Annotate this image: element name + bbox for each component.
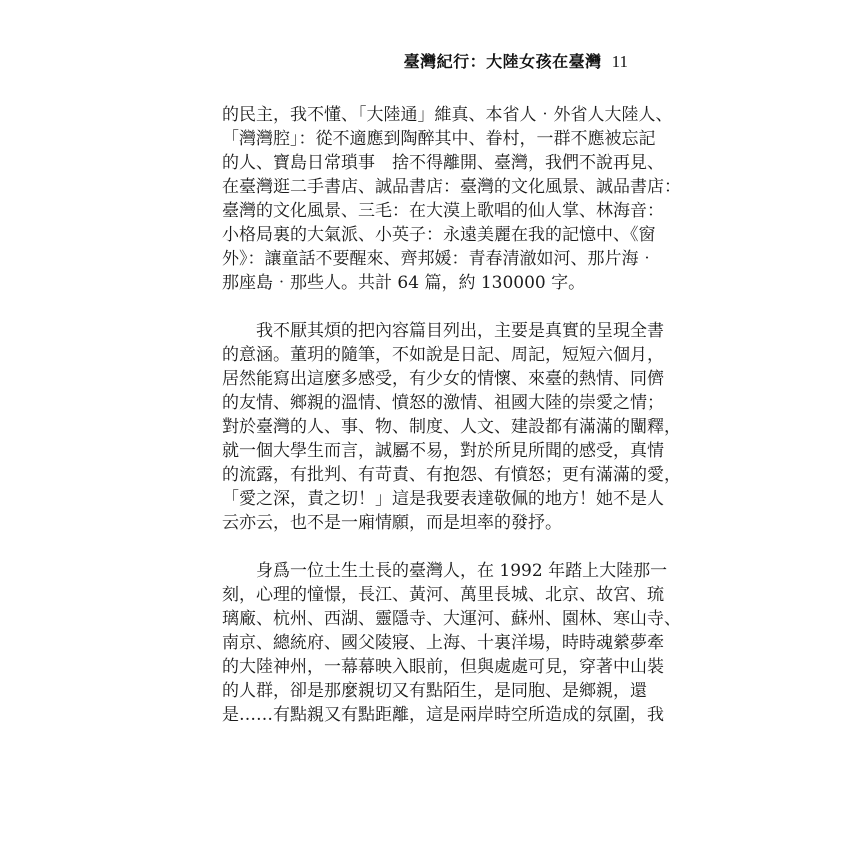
- text-line: 外》：讓童話不要醒來、齊邦媛：青春清澈如河、那片海‧: [222, 249, 656, 269]
- body-text: [222, 103, 681, 751]
- text-line: 臺灣的文化風景、三毛：在大漠上歌唱的仙人掌、林海音：: [222, 201, 664, 221]
- text-line: 南京、總統府、國父陵寢、上海、十裏洋場，時時魂縈夢牽: [222, 633, 664, 653]
- text-line: 居然能寫出這麼多感受，有少女的情懷、來臺的熱情、同儕: [222, 369, 664, 389]
- text-line: 我不厭其煩的把內容篇目列出，主要是真實的呈現全書: [222, 321, 664, 341]
- text-line: 的流露，有批判、有苛責、有抱怨、有憤怒；更有滿滿的愛，: [222, 465, 681, 485]
- running-head: [222, 52, 628, 72]
- text-line: 的大陸神州，一幕幕映入眼前，但與處處可見，穿著中山裝: [222, 657, 664, 677]
- text-line: 的意涵。董玥的隨筆，不如說是日記、周記，短短六個月，: [222, 345, 664, 365]
- text-line: 身爲一位土生土長的臺灣人，在 1992 年踏上大陸那一: [222, 561, 668, 581]
- text-line: 的友情、鄉親的溫情、憤怒的激情、祖國大陸的崇愛之情；: [222, 393, 664, 413]
- page-number: 11: [611, 52, 628, 71]
- paragraph-3: [222, 559, 681, 727]
- text-line: 「愛之深，責之切！」這是我要表達敬佩的地方！她不是人: [222, 489, 664, 509]
- text-line: 那座島‧那些人。共計 64 篇，約 130000 字。: [222, 273, 586, 293]
- text-line: 在臺灣逛二手書店、誠品書店：臺灣的文化風景、誠品書店：: [222, 177, 681, 197]
- text-line: 刻，心理的憧憬，長江、黃河、萬里長城、北京、故宮、琉: [222, 585, 664, 605]
- paragraph-1: [222, 103, 681, 295]
- text-line: 云亦云，也不是一廂情願，而是坦率的發抒。: [222, 513, 562, 533]
- text-line: 的人、寶島日常瑣事 捨不得離開、臺灣，我們不說再見、: [222, 153, 664, 173]
- text-line: 是……有點親又有點距離，這是兩岸時空所造成的氛圍，我: [222, 705, 664, 725]
- text-line: 璃廠、杭州、西湖、靈隱寺、大運河、蘇州、園林、寒山寺、: [222, 609, 681, 629]
- text-line: 小格局裏的大氣派、小英子：永遠美麗在我的記憶中、《窗: [222, 225, 656, 245]
- text-line: 的民主，我不懂、「大陸通」維真、本省人‧外省人大陸人、: [222, 105, 673, 125]
- text-line: 就一個大學生而言，誠屬不易，對於所見所聞的感受，真情: [222, 441, 664, 461]
- text-line: 的人群，卻是那麼親切又有點陌生，是同胞、是鄉親，還: [222, 681, 647, 701]
- running-head-title: 臺灣紀行：大陸女孩在臺灣: [403, 52, 602, 71]
- text-line: 對於臺灣的人、事、物、制度、人文、建設都有滿滿的闡釋，: [222, 417, 681, 437]
- paragraph-2: [222, 319, 681, 535]
- text-line: 「灣灣腔」：從不適應到陶醉其中、眷村，一群不應被忘記: [222, 129, 656, 149]
